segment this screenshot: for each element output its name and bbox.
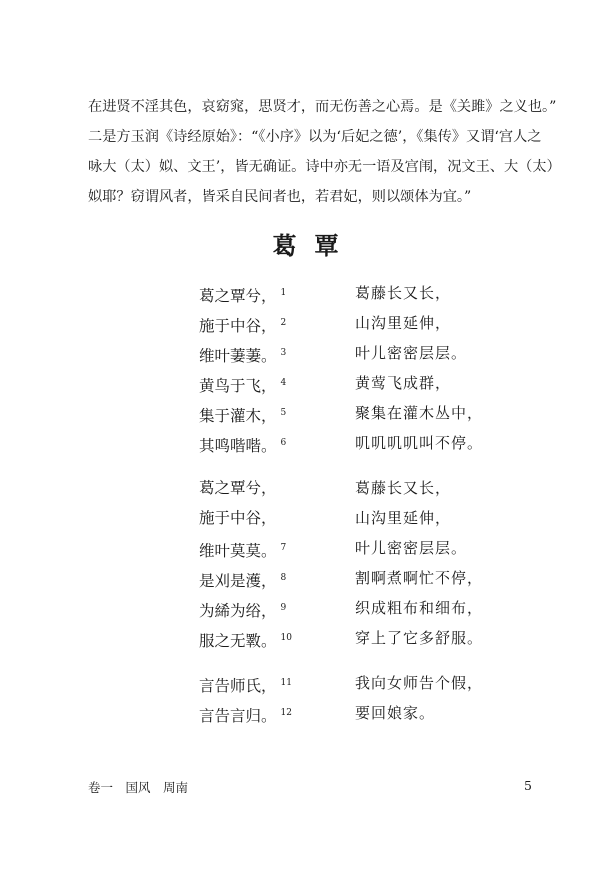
original-verse-text: 其鸣喈喈。 xyxy=(199,437,277,455)
footnote-marker[interactable]: 3 xyxy=(280,348,287,358)
translation-verse: 织成粗布和细布， xyxy=(355,599,484,617)
original-verse xyxy=(199,368,286,401)
original-verse xyxy=(199,503,277,533)
translation-verse: 叶儿密密层层。 xyxy=(355,344,468,362)
verse-line xyxy=(0,308,611,338)
stanza xyxy=(0,668,611,728)
verse-line xyxy=(0,278,611,308)
original-verse xyxy=(199,308,286,341)
original-verse-text: 言告言归。 xyxy=(199,707,277,725)
intro-paragraph xyxy=(88,92,561,212)
translation-verse: 叶儿密密层层。 xyxy=(355,539,468,557)
poem-title: 葛覃 xyxy=(272,231,357,260)
stanza xyxy=(0,278,611,458)
intro-line: 咏大（太）姒、文王’，皆无确证。诗中亦无一语及宫闱，况文王、大（太） xyxy=(88,159,561,175)
footnote-marker[interactable]: 10 xyxy=(280,633,292,643)
translation-verse: 穿上了它多舒服。 xyxy=(355,629,484,647)
original-verse xyxy=(199,278,286,311)
original-verse-text: 葛之覃兮， xyxy=(199,479,277,497)
stanza xyxy=(0,473,611,653)
verse-line xyxy=(0,698,611,728)
original-verse xyxy=(199,563,286,596)
original-verse xyxy=(199,698,292,731)
verse-line xyxy=(0,503,611,533)
original-verse-text: 集于灌木， xyxy=(199,407,277,425)
footnote-marker[interactable]: 6 xyxy=(280,438,287,448)
translation-verse: 要回娘家。 xyxy=(355,704,436,722)
intro-line: 姒耶？窃谓风者，皆采自民间者也，若君妃，则以颂体为宜。” xyxy=(88,189,472,205)
translation-verse: 葛藤长又长， xyxy=(355,479,452,497)
translation-verse: 葛藤长又长， xyxy=(355,284,452,302)
footnote-marker[interactable]: 7 xyxy=(280,543,287,553)
verse-line xyxy=(0,623,611,653)
verse-line xyxy=(0,533,611,563)
original-verse xyxy=(199,473,277,503)
original-verse-text: 施于中谷， xyxy=(199,509,277,527)
original-verse xyxy=(199,338,286,371)
translation-verse: 黄莺飞成群， xyxy=(355,374,452,392)
original-verse-text: 为絺为绤， xyxy=(199,602,277,620)
original-verse xyxy=(199,623,292,656)
footnote-marker[interactable]: 9 xyxy=(280,603,287,613)
verse-line xyxy=(0,593,611,623)
verse-line xyxy=(0,398,611,428)
translation-verse: 割啊煮啊忙不停， xyxy=(355,569,484,587)
original-verse-text: 言告师氏， xyxy=(199,677,277,695)
intro-line: 在进贤不淫其色，哀窈窕，思贤才，而无伤善之心焉。是《关雎》之义也。” xyxy=(88,99,557,115)
footnote-marker[interactable]: 2 xyxy=(280,318,287,328)
original-verse xyxy=(199,668,292,701)
original-verse xyxy=(199,398,286,431)
footnote-marker[interactable]: 8 xyxy=(280,573,287,583)
translation-verse: 山沟里延伸， xyxy=(355,314,452,332)
original-verse-text: 黄鸟于飞， xyxy=(199,377,277,395)
verse-line xyxy=(0,338,611,368)
original-verse xyxy=(199,533,286,566)
translation-verse: 山沟里延伸， xyxy=(355,509,452,527)
verse-line xyxy=(0,428,611,458)
footnote-marker[interactable]: 11 xyxy=(280,678,292,688)
translation-verse: 我向女师告个假， xyxy=(355,674,484,692)
footnote-marker[interactable]: 4 xyxy=(280,378,287,388)
verse-line xyxy=(0,473,611,503)
original-verse-text: 葛之覃兮， xyxy=(199,287,277,305)
footnote-marker[interactable]: 5 xyxy=(280,408,287,418)
verse-line xyxy=(0,668,611,698)
translation-verse: 叽叽叽叽叫不停。 xyxy=(355,434,484,452)
original-verse xyxy=(199,593,286,626)
original-verse-text: 是刈是濩， xyxy=(199,572,277,590)
original-verse-text: 服之无斁。 xyxy=(199,632,277,650)
original-verse xyxy=(199,428,286,461)
footnote-marker[interactable]: 1 xyxy=(280,288,287,298)
translation-verse: 聚集在灌木丛中， xyxy=(355,404,484,422)
verse-line xyxy=(0,368,611,398)
running-footer-section: 卷一 国风 周南 xyxy=(88,780,189,795)
original-verse-text: 维叶莫莫。 xyxy=(199,542,277,560)
intro-line: 二是方玉润《诗经原始》：“《小序》以为‘后妃之德’，《集传》又谓‘宫人之 xyxy=(88,129,542,145)
page-number: 5 xyxy=(524,778,532,793)
original-verse-text: 维叶萋萋。 xyxy=(199,347,277,365)
footnote-marker[interactable]: 12 xyxy=(280,708,292,718)
verse-line xyxy=(0,563,611,593)
original-verse-text: 施于中谷， xyxy=(199,317,277,335)
